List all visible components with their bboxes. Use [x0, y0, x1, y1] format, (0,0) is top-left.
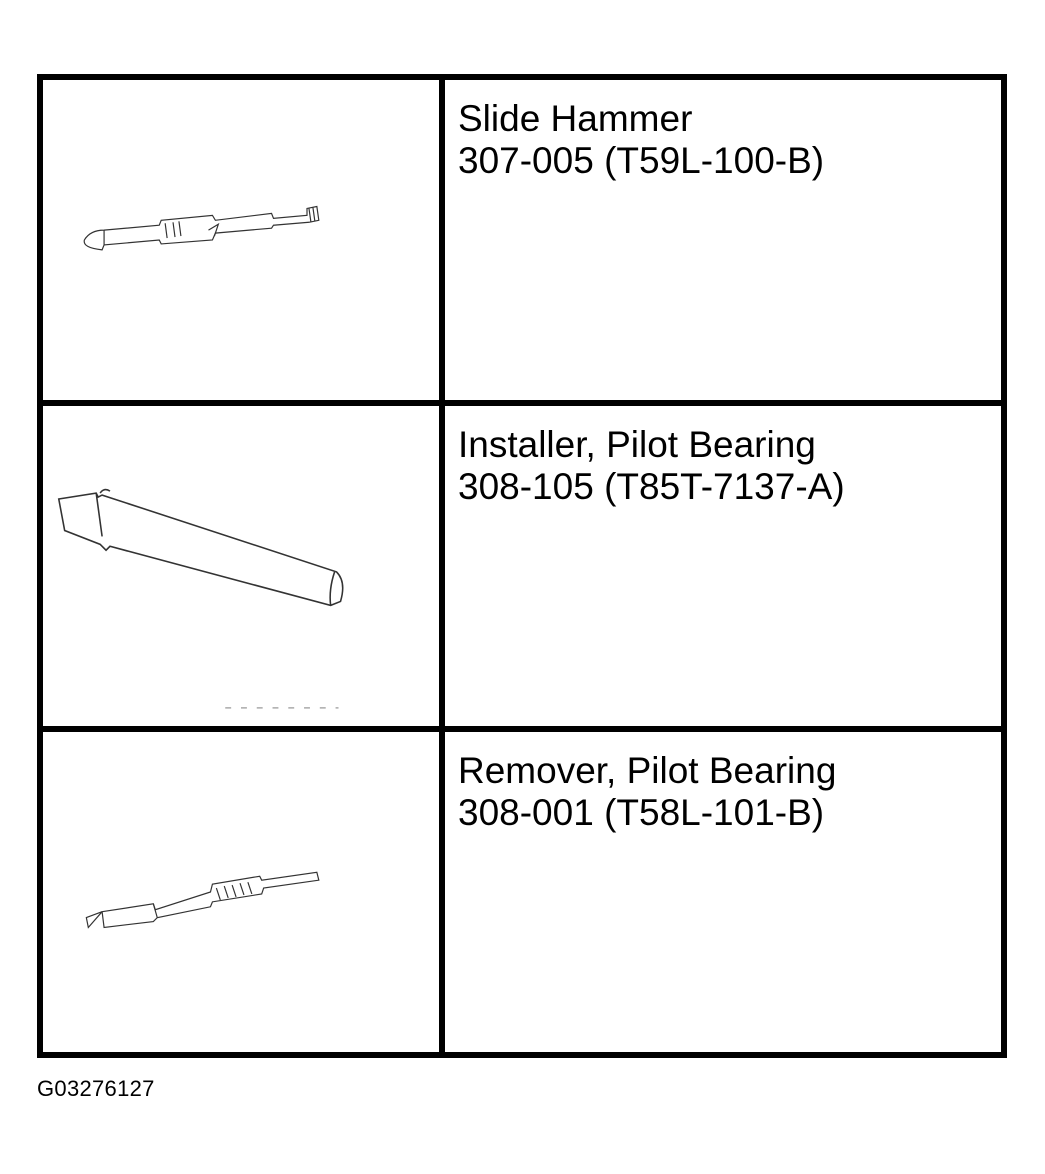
tool-description [442, 403, 1004, 729]
tool-image-cell [40, 403, 442, 729]
tool-description [442, 729, 1004, 1055]
tool-part-number: 308-001 (T58L-101-B) [458, 792, 825, 833]
tool-part-number: 307-005 (T59L-100-B) [458, 140, 825, 181]
pilot-bearing-installer-illustration [43, 406, 439, 726]
tool-image-cell [40, 729, 442, 1055]
pilot-bearing-remover-illustration [43, 732, 439, 1052]
tool-name: Installer, Pilot Bearing [458, 424, 816, 465]
slide-hammer-illustration [43, 80, 439, 400]
tool-name: Slide Hammer [458, 98, 693, 139]
tool-name: Remover, Pilot Bearing [458, 750, 837, 791]
tool-row [40, 403, 1004, 729]
tool-row [40, 729, 1004, 1055]
figure-id: G03276127 [37, 1076, 155, 1101]
tool-row [40, 77, 1004, 403]
special-tools-table [37, 74, 1007, 1058]
tool-image-cell [40, 77, 442, 403]
tool-part-number: 308-105 (T85T-7137-A) [458, 466, 845, 507]
tool-description [442, 77, 1004, 403]
